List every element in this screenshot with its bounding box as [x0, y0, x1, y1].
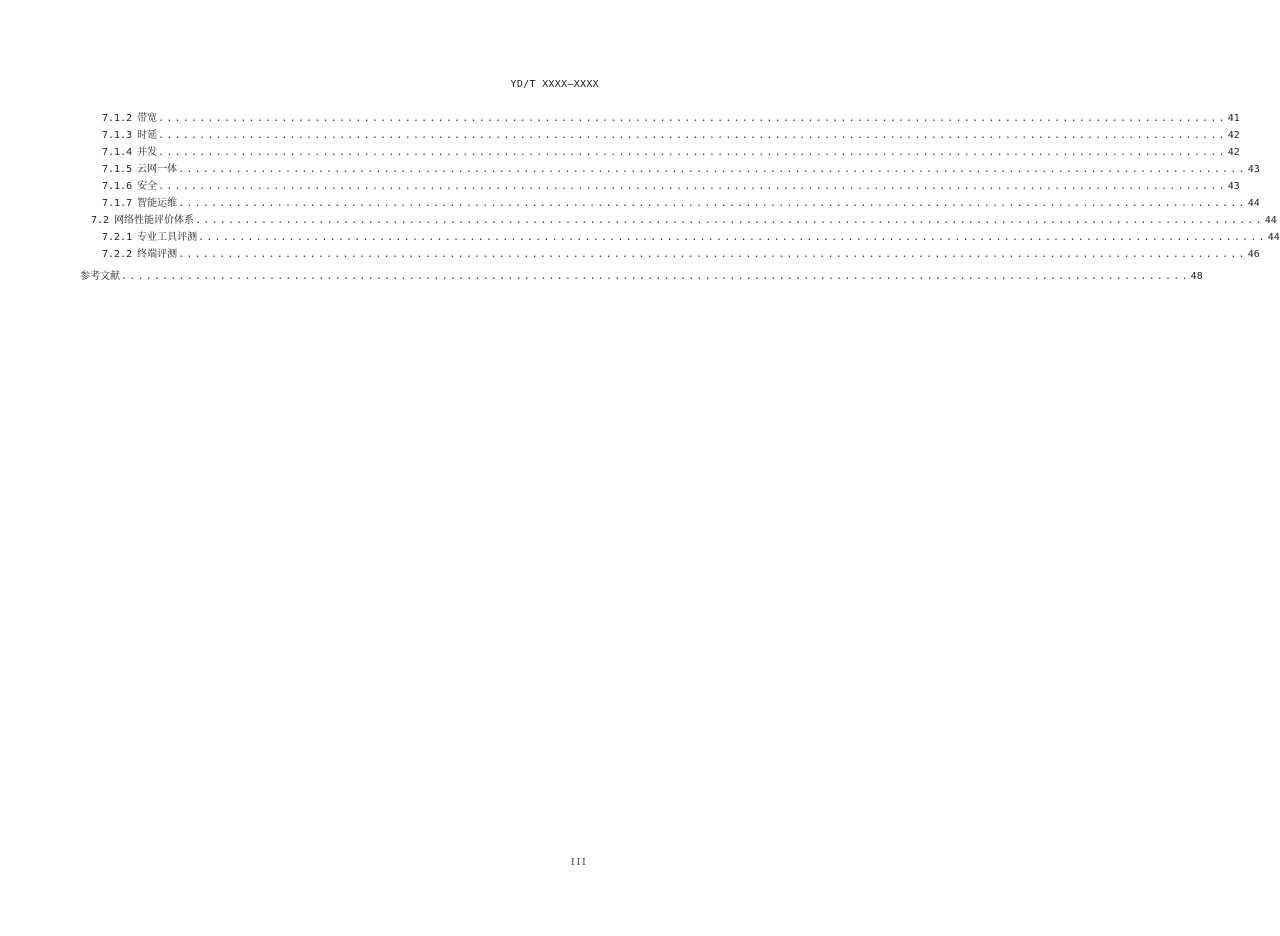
toc-entry-number: 7.1.7: [102, 198, 133, 209]
toc-entry-title: 智能运维: [137, 198, 178, 209]
toc-entry-page: 44: [1264, 215, 1277, 226]
toc-entry-number: 7.2.1: [102, 232, 133, 243]
dot-leader: ..................................................................................................................................: [158, 113, 1227, 124]
toc-entry-page: 48: [1190, 271, 1203, 282]
toc-entry[interactable]: [102, 109, 1240, 125]
toc-entry-title: 带宽: [137, 113, 158, 124]
page-number-footer: III: [571, 858, 588, 868]
toc-entry-page: 46: [1247, 249, 1260, 260]
toc-entry[interactable]: [102, 126, 1240, 142]
dot-leader: ..................................................................................................................................: [198, 232, 1267, 243]
dot-leader: ..................................................................................................................................: [178, 198, 1247, 209]
toc-entry-title: 并发: [137, 147, 158, 158]
toc-entry-title: 安全: [137, 181, 158, 192]
toc-entry-page: 44: [1247, 198, 1260, 209]
toc-entry[interactable]: [102, 228, 1280, 244]
toc-entry-number: 7.1.5: [102, 164, 133, 175]
toc-entry-number: 7.1.3: [102, 130, 133, 141]
toc-entry-title: 网络性能评价体系: [114, 215, 195, 226]
toc-entry-title: 参考文献: [80, 271, 120, 282]
toc-entry-title: 云网一体: [137, 164, 178, 175]
toc-entry[interactable]: [102, 245, 1260, 261]
toc-entry-number: 7.2.2: [102, 249, 133, 260]
dot-leader: ..................................................................................................................................: [158, 130, 1227, 141]
toc-entry[interactable]: [102, 177, 1240, 193]
toc-entry[interactable]: [102, 143, 1240, 159]
toc-entry[interactable]: [102, 160, 1260, 176]
toc-entry-page: 44: [1267, 232, 1280, 243]
toc-entry-page: 42: [1227, 147, 1240, 158]
toc-entry-page: 42: [1227, 130, 1240, 141]
dot-leader: ..................................................................................................................................: [195, 215, 1264, 226]
toc-entry-page: 43: [1247, 164, 1260, 175]
dot-leader: ..................................................................................................................................: [178, 164, 1247, 175]
toc-entry-references[interactable]: [80, 267, 1203, 283]
toc-entry[interactable]: [91, 211, 1277, 227]
toc-entry-number: 7.1.6: [102, 181, 133, 192]
toc-entry-title: 专业工具评测: [137, 232, 198, 243]
toc-entry-page: 43: [1227, 181, 1240, 192]
dot-leader: ..................................................................................................................................: [158, 181, 1227, 192]
dot-leader: ..................................................................................................................................: [121, 271, 1190, 282]
toc-entry-title: 时延: [137, 130, 158, 141]
toc-entry-number: 7.2: [91, 215, 110, 226]
toc-entry-title: 终端评测: [137, 249, 178, 260]
toc-entry-number: 7.1.4: [102, 147, 133, 158]
dot-leader: ..................................................................................................................................: [178, 249, 1247, 260]
document-id-header: YD/T XXXX—XXXX: [510, 79, 599, 90]
toc-entry-page: 41: [1227, 113, 1240, 124]
toc-entry[interactable]: [102, 194, 1260, 210]
dot-leader: ..................................................................................................................................: [158, 147, 1227, 158]
toc-entry-number: 7.1.2: [102, 113, 133, 124]
